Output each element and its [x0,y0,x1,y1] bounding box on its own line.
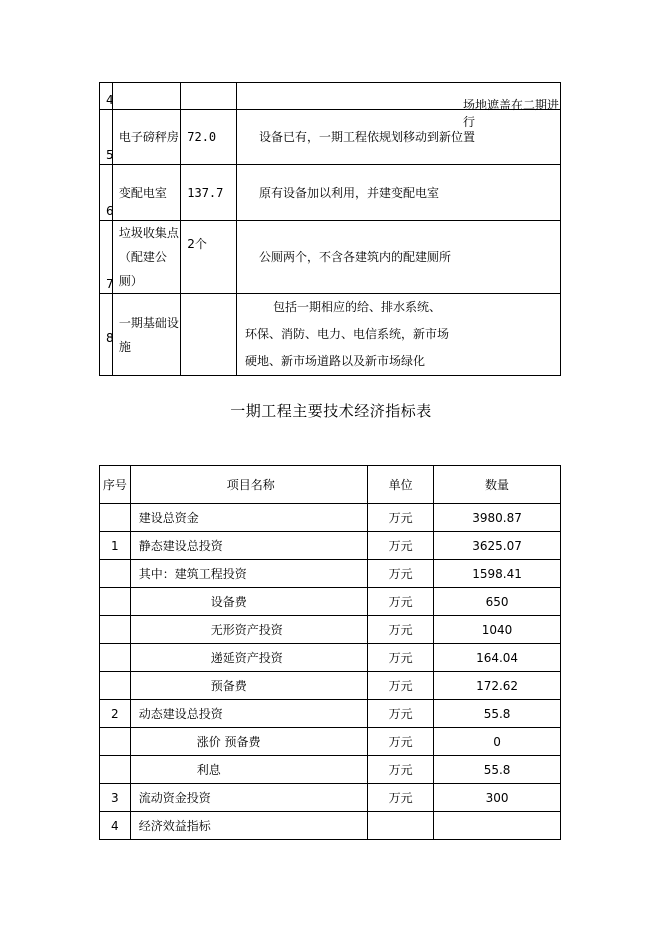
facility-name-cell: 变配电室 [112,165,180,221]
area-cell [181,83,237,110]
item-name: 设备费 [130,588,367,616]
facility-name-cell: 一期基础设施 [112,294,180,376]
item-name: 其中：建筑工程投资 [130,560,367,588]
area-cell: 72.0 [181,110,237,165]
description-cell: 场地遮盖在二期进行 [237,83,561,110]
economic-indicator-table [99,465,561,840]
table-row [100,672,561,700]
unit-cell: 万元 [368,784,434,812]
header-row [100,466,561,504]
table-row [100,294,561,376]
unit-cell: 万元 [368,672,434,700]
unit-cell: 万元 [368,728,434,756]
unit-cell: 万元 [368,616,434,644]
table-row [100,644,561,672]
qty-cell: 0 [434,728,561,756]
table-row [100,165,561,221]
qty-cell [434,812,561,840]
item-name: 动态建设总投资 [130,700,367,728]
table-row [100,83,561,110]
table-row [100,504,561,532]
unit-cell: 万元 [368,560,434,588]
table-row [100,616,561,644]
item-name: 静态建设总投资 [130,532,367,560]
table-row [100,588,561,616]
table-row: 4 经济效益指标 [100,812,561,840]
row-number-cell: 6 [100,165,113,221]
table-row: 1 静态建设总投资 万元 3625.07 [100,532,561,560]
unit-cell [368,812,434,840]
header-unit: 单位 [368,466,434,504]
table-row: 3 流动资金投资 万元 300 [100,784,561,812]
qty-cell: 3625.07 [434,532,561,560]
unit-cell: 万元 [368,756,434,784]
item-name: 利息 [130,756,367,784]
facility-name-cell [112,83,180,110]
qty-cell: 55.8 [434,756,561,784]
table-row [100,110,561,165]
unit-cell: 万元 [368,700,434,728]
item-name: 建设总资金 [130,504,367,532]
row-number-cell: 7 [100,221,113,294]
qty-cell: 3980.87 [434,504,561,532]
row-number-cell: 5 [100,110,113,165]
table-row [100,221,561,294]
area-cell: 2个 [181,221,237,294]
facility-name-cell: 垃圾收集点 （配建公厕） [112,221,180,294]
table-row [100,756,561,784]
qty-cell: 1040 [434,616,561,644]
description-cell: 包括一期相应的给、排水系统、 环保、消防、电力、电信系统，新市场 硬地、新市场道路以及新市场绿化 [237,294,561,376]
facility-name-cell: 电子磅秤房 [112,110,180,165]
qty-cell: 164.04 [434,644,561,672]
item-name: 递延资产投资 [130,644,367,672]
table-row: 2 动态建设总投资 万元 55.8 [100,700,561,728]
item-name: 流动资金投资 [130,784,367,812]
row-number-cell: 4 [100,83,113,110]
qty-cell: 300 [434,784,561,812]
table-row [100,728,561,756]
qty-cell: 172.62 [434,672,561,700]
unit-cell: 万元 [368,504,434,532]
header-no: 序号 [100,466,131,504]
qty-cell: 650 [434,588,561,616]
header-qty: 数量 [434,466,561,504]
area-cell: 137.7 [181,165,237,221]
unit-cell: 万元 [368,588,434,616]
area-cell [181,294,237,376]
description-cell: 公厕两个，不含各建筑内的配建厕所 [237,221,561,294]
item-name: 无形资产投资 [130,616,367,644]
row-number-cell: 8 [100,294,113,376]
description-cell: 原有设备加以利用，并建变配电室 [237,165,561,221]
item-name: 涨价 预备费 [130,728,367,756]
table-row [100,560,561,588]
qty-cell: 1598.41 [434,560,561,588]
unit-cell: 万元 [368,644,434,672]
table-title: 一期工程主要技术经济指标表 [230,402,432,420]
item-name: 预备费 [130,672,367,700]
description-cell: 设备已有，一期工程依规划移动到新位置 [237,110,561,165]
unit-cell: 万元 [368,532,434,560]
qty-cell: 55.8 [434,700,561,728]
item-name: 经济效益指标 [130,812,367,840]
header-item: 项目名称 [130,466,367,504]
facility-table [99,82,561,376]
